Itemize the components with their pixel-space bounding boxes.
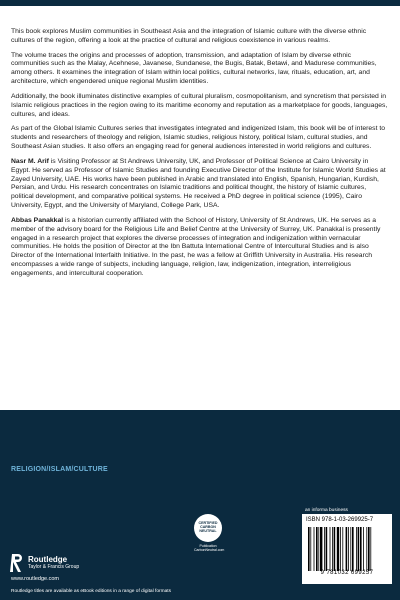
routledge-logo-icon xyxy=(10,553,24,573)
barcode-bars xyxy=(308,527,386,571)
author-bio-2 xyxy=(11,217,389,279)
publisher-name: Routledge xyxy=(28,555,68,564)
carbon-neutral-icon xyxy=(194,514,222,542)
informa-text: an informa business xyxy=(305,508,348,513)
barcode xyxy=(302,514,392,584)
author-name-1: Nasr M. Arif xyxy=(11,157,49,165)
author-bio-text-1: is Visiting Professor at St Andrews University, UK, and Professor of Political Science at Cairo University in Egypt. He served as Professor of Islamic Studies and founding Executive Director of the Institute for Islamic World Studies at Zayed University, UAE. His works have been published in Arabic and translated into English, Spanish, Hungarian, Kurdish, Persian, and Urdu. His research concentrates on Islamic traditions and political thought, the history of Islamic cultures, political development, and comparative political systems. He received a PhD degree in political science (1995), Cairo University, Egypt, and the University of Maryland, College Park, USA. xyxy=(11,157,386,210)
description-paragraph-4: As part of the Global Islamic Cultures series that investigates integrated and indigenized Islam, this book will be of interest to students and researchers of theology and religion, Islamic studies, religious history, political Islam, cultural studies, and Southeast Asian studies. It also offers an engaging read for general audiences interested in world religions and cultures. xyxy=(11,125,386,151)
description-paragraph-3: Additionally, the book illuminates distinctive examples of cultural pluralism, cosmopolitanism, and syncretism that persisted in Islamic religious practices in the region owing to its maritime economy and reputation as a marketplace for goods, languages, cultures, and ideas. xyxy=(11,92,388,118)
isbn-text: ISBN 978-1-03-269925-7 xyxy=(306,517,374,523)
author-bio-1 xyxy=(11,158,389,211)
description-paragraph-1: This book explores Muslim communities in Southeast Asia and the integration of Islamic culture with the diverse ethnic cultures of the region, offering a look at the practice of cultural and religious coexistence in various realms. xyxy=(11,28,367,44)
carbon-url: CarbonNeutral.com xyxy=(194,548,225,553)
barcode-digits: 9 781032 699257 xyxy=(320,570,374,576)
publisher-group: Taylor & Francis Group xyxy=(28,564,80,570)
subject-category: RELIGION/ISLAM/CULTURE xyxy=(11,466,108,473)
description-paragraph-2: The volume traces the origins and processes of adoption, transmission, and adaptation of Islam by diverse ethnic communities such as the Malay, Acehnese, Javanese, Sundanese, the Bugis, Batak, Betawi, and Madurese communities, among others. It examines the integration of Islam within local politics, cultural networks, law, rituals, education, art, and architecture, which engendered unique regional Muslim identities. xyxy=(11,51,377,86)
publisher-logo xyxy=(10,553,79,573)
author-bio-text-2: is a historian currently affiliated with the School of History, University of St Andrews, UK. He serves as a member of the advisory board for the Religious Life and Belief Centre at the University of Surrey, UK. Panakkal is presently engaged in a research project that explores the diverse processes of integration and indigenization within vernacular communities. He holds the position of Director at the Ibn Battuta International Centre of Intercultural Studies and is also Director of the International Interfaith Initiative. In the past, he was a fellow at Griffith University in Australia. His research encompasses a wide range of subjects, including language, religion, law, indigenization, integration, interreligious engagements, and intercultural cooperation. xyxy=(11,216,381,277)
ebook-note: Routledge titles are available as eBook editions in a range of digital formats xyxy=(11,589,171,594)
carbon-line-2: CARBON xyxy=(200,525,216,530)
carbon-neutral-seal xyxy=(194,514,225,558)
carbon-line-1: CERTIFIED xyxy=(198,521,218,526)
back-cover-text xyxy=(11,28,389,285)
author-name-2: Abbas Panakkal xyxy=(11,216,64,224)
carbon-line-3: NEUTRAL xyxy=(199,528,217,533)
carbon-caption: Publication xyxy=(199,544,217,548)
publisher-url: www.routledge.com xyxy=(11,576,59,582)
